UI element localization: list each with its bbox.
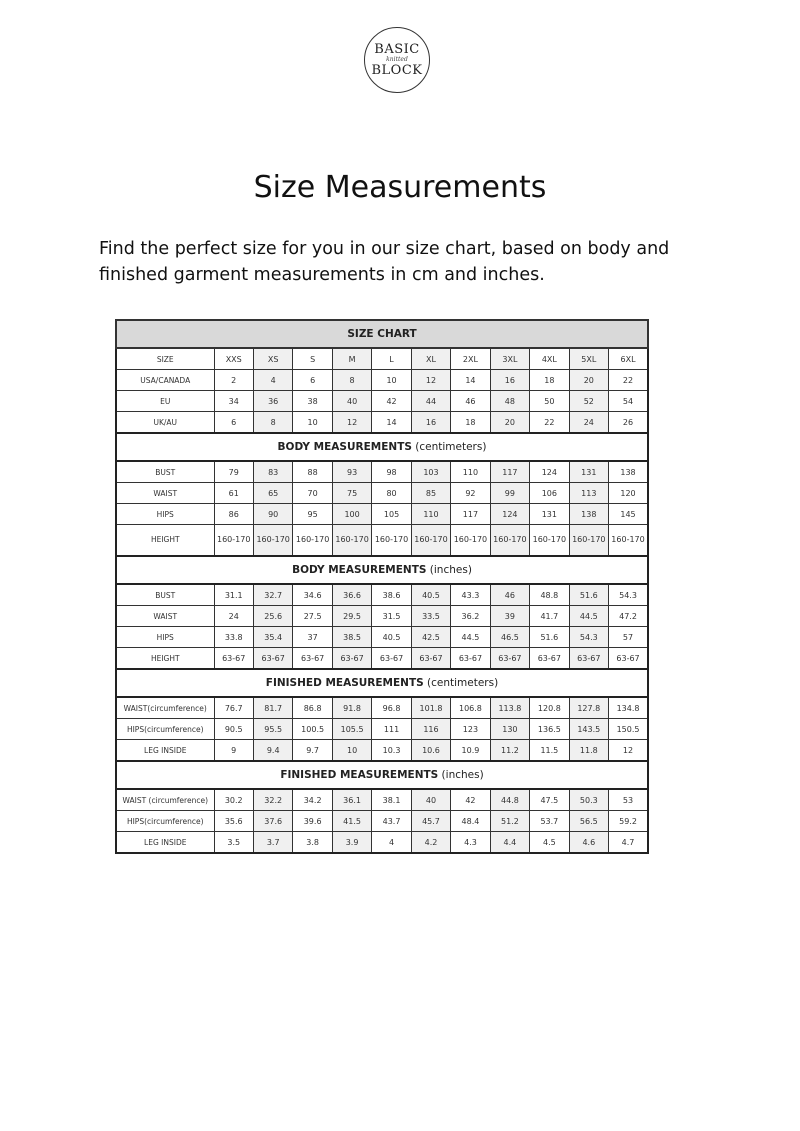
table-cell: 16: [490, 370, 529, 391]
body-cm-row: [116, 504, 648, 525]
table-cell: 43.3: [451, 584, 490, 606]
table-cell: 45.7: [411, 811, 450, 832]
table-cell: 9.7: [293, 740, 332, 762]
body-cm-section: [116, 433, 648, 461]
table-cell: 54.3: [609, 584, 648, 606]
table-cell: 41.5: [332, 811, 371, 832]
table-cell: 2: [214, 370, 253, 391]
table-cell: 10: [293, 412, 332, 434]
size-chart-table: [115, 319, 649, 854]
row-label: WAIST (circumference): [116, 789, 214, 811]
table-cell: 51.6: [530, 627, 569, 648]
table-cell: 4.4: [490, 832, 529, 854]
table-cell: 88: [293, 461, 332, 483]
table-cell: 50: [530, 391, 569, 412]
row-label: BUST: [116, 461, 214, 483]
table-cell: 44.5: [569, 606, 608, 627]
table-cell: 36: [253, 391, 292, 412]
table-cell: 34.6: [293, 584, 332, 606]
table-cell: 90.5: [214, 719, 253, 740]
row-label: HEIGHT: [116, 525, 214, 557]
table-cell: 48.4: [451, 811, 490, 832]
table-cell: 53: [609, 789, 648, 811]
table-cell: 32.2: [253, 789, 292, 811]
table-cell: 90: [253, 504, 292, 525]
table-cell: 41.7: [530, 606, 569, 627]
logo-line-1: BASIC: [374, 42, 420, 57]
table-cell: 116: [411, 719, 450, 740]
table-cell: 44.8: [490, 789, 529, 811]
table-cell: 42.5: [411, 627, 450, 648]
table-cell: 131: [530, 504, 569, 525]
table-cell: 9: [214, 740, 253, 762]
table-cell: 22: [609, 370, 648, 391]
table-cell: 160-170: [490, 525, 529, 557]
table-cell: 63-67: [530, 648, 569, 670]
finished-in-section-heading: [116, 761, 648, 789]
table-cell: 34: [214, 391, 253, 412]
table-cell: 12: [609, 740, 648, 762]
finished-cm-section-title: FINISHED MEASUREMENTS: [265, 677, 424, 689]
table-cell: 42: [451, 789, 490, 811]
finished-in-section-unit: (inches): [438, 769, 484, 781]
table-cell: 20: [490, 412, 529, 434]
table-cell: 160-170: [372, 525, 411, 557]
table-cell: 160-170: [253, 525, 292, 557]
table-cell: 10: [372, 370, 411, 391]
table-cell: 160-170: [530, 525, 569, 557]
size-chart-title: [116, 320, 648, 348]
page-title: Size Measurements: [253, 170, 547, 206]
table-cell: XXS: [214, 348, 253, 370]
table-cell: 11.5: [530, 740, 569, 762]
table-cell: 103: [411, 461, 450, 483]
finished-in-row: [116, 789, 648, 811]
table-cell: L: [372, 348, 411, 370]
table-cell: 120.8: [530, 697, 569, 719]
table-cell: 32.7: [253, 584, 292, 606]
body-cm-section-heading: [116, 433, 648, 461]
table-cell: 6: [214, 412, 253, 434]
body-in-row: [116, 627, 648, 648]
table-cell: 86.8: [293, 697, 332, 719]
table-cell: 31.5: [372, 606, 411, 627]
table-cell: 53.7: [530, 811, 569, 832]
body-in-section-title: BODY MEASUREMENTS: [292, 564, 427, 576]
table-cell: M: [332, 348, 371, 370]
table-cell: 160-170: [609, 525, 648, 557]
table-cell: 33.8: [214, 627, 253, 648]
table-cell: 33.5: [411, 606, 450, 627]
table-cell: 2XL: [451, 348, 490, 370]
table-cell: 46: [490, 584, 529, 606]
table-cell: 4: [372, 832, 411, 854]
body-in-section-heading: [116, 556, 648, 584]
finished-cm-section: [116, 669, 648, 697]
table-cell: 95.5: [253, 719, 292, 740]
table-cell: 93: [332, 461, 371, 483]
table-cell: 96.8: [372, 697, 411, 719]
finished-in-section-title: FINISHED MEASUREMENTS: [280, 769, 439, 781]
table-cell: 3XL: [490, 348, 529, 370]
table-cell: 61: [214, 483, 253, 504]
table-cell: 95: [293, 504, 332, 525]
table-cell: 22: [530, 412, 569, 434]
brand-logo: [364, 27, 430, 93]
table-cell: 8: [253, 412, 292, 434]
size-header-row: [116, 348, 648, 370]
row-label: SIZE: [116, 348, 214, 370]
table-cell: 36.1: [332, 789, 371, 811]
table-cell: 6: [293, 370, 332, 391]
table-cell: 106.8: [451, 697, 490, 719]
body-cm-row: [116, 483, 648, 504]
size-chart-title-cell: SIZE CHART: [116, 320, 648, 348]
table-cell: 160-170: [569, 525, 608, 557]
table-cell: 86: [214, 504, 253, 525]
table-cell: 160-170: [293, 525, 332, 557]
row-label: UK/AU: [116, 412, 214, 434]
table-cell: 48: [490, 391, 529, 412]
row-label: HEIGHT: [116, 648, 214, 670]
table-cell: 99: [490, 483, 529, 504]
table-cell: 124: [530, 461, 569, 483]
table-cell: 160-170: [332, 525, 371, 557]
table-cell: 24: [214, 606, 253, 627]
table-cell: 51.6: [569, 584, 608, 606]
table-cell: 4.5: [530, 832, 569, 854]
table-cell: 11.2: [490, 740, 529, 762]
finished-cm-section-unit: (centimeters): [423, 677, 499, 689]
table-cell: 48.8: [530, 584, 569, 606]
table-cell: 160-170: [214, 525, 253, 557]
table-cell: 75: [332, 483, 371, 504]
body-in-section-unit: (inches): [426, 564, 472, 576]
table-cell: 40: [411, 789, 450, 811]
table-cell: XS: [253, 348, 292, 370]
table-cell: 145: [609, 504, 648, 525]
table-cell: 110: [411, 504, 450, 525]
table-cell: 117: [490, 461, 529, 483]
table-cell: 6XL: [609, 348, 648, 370]
table-cell: 54: [609, 391, 648, 412]
table-cell: 127.8: [569, 697, 608, 719]
row-label: HIPS(circumference): [116, 719, 214, 740]
table-cell: 57: [609, 627, 648, 648]
table-cell: 63-67: [372, 648, 411, 670]
table-cell: 47.2: [609, 606, 648, 627]
table-cell: 70: [293, 483, 332, 504]
table-cell: 37: [293, 627, 332, 648]
table-cell: 20: [569, 370, 608, 391]
body-cm-section-unit: (centimeters): [411, 441, 487, 453]
table-cell: 83: [253, 461, 292, 483]
table-cell: 38.5: [332, 627, 371, 648]
body-cm-section-title: BODY MEASUREMENTS: [277, 441, 412, 453]
table-cell: 38: [293, 391, 332, 412]
table-cell: 35.4: [253, 627, 292, 648]
table-cell: 76.7: [214, 697, 253, 719]
table-cell: 63-67: [490, 648, 529, 670]
body-in-section: [116, 556, 648, 584]
table-cell: 10.6: [411, 740, 450, 762]
table-cell: 11.8: [569, 740, 608, 762]
table-cell: 105: [372, 504, 411, 525]
row-label: LEG INSIDE: [116, 832, 214, 854]
table-cell: 12: [411, 370, 450, 391]
table-cell: 12: [332, 412, 371, 434]
body-in-row: [116, 584, 648, 606]
table-cell: 4.6: [569, 832, 608, 854]
table-cell: 25.6: [253, 606, 292, 627]
table-cell: 30.2: [214, 789, 253, 811]
table-cell: 44.5: [451, 627, 490, 648]
table-cell: 3.9: [332, 832, 371, 854]
table-cell: 40.5: [411, 584, 450, 606]
table-cell: 39: [490, 606, 529, 627]
table-cell: 46.5: [490, 627, 529, 648]
table-cell: 24: [569, 412, 608, 434]
table-cell: 47.5: [530, 789, 569, 811]
table-cell: 14: [372, 412, 411, 434]
row-label: WAIST: [116, 606, 214, 627]
table-cell: 4.2: [411, 832, 450, 854]
table-cell: 138: [609, 461, 648, 483]
table-cell: 63-67: [214, 648, 253, 670]
table-cell: 27.5: [293, 606, 332, 627]
table-cell: 18: [530, 370, 569, 391]
row-label: USA/CANADA: [116, 370, 214, 391]
table-cell: 80: [372, 483, 411, 504]
row-label: WAIST: [116, 483, 214, 504]
row-label: HIPS: [116, 504, 214, 525]
table-cell: 26: [609, 412, 648, 434]
table-cell: 4.3: [451, 832, 490, 854]
table-cell: 29.5: [332, 606, 371, 627]
table-cell: 34.2: [293, 789, 332, 811]
table-cell: 63-67: [293, 648, 332, 670]
table-cell: 10: [332, 740, 371, 762]
row-label: WAIST(circumference): [116, 697, 214, 719]
table-cell: 131: [569, 461, 608, 483]
body-in-row: [116, 606, 648, 627]
table-cell: 10.9: [451, 740, 490, 762]
table-cell: 3.7: [253, 832, 292, 854]
table-cell: 52: [569, 391, 608, 412]
table-cell: 56.5: [569, 811, 608, 832]
row-label: LEG INSIDE: [116, 740, 214, 762]
table-cell: 4: [253, 370, 292, 391]
table-cell: 40.5: [372, 627, 411, 648]
table-cell: 101.8: [411, 697, 450, 719]
table-cell: 50.3: [569, 789, 608, 811]
finished-cm-section-heading: [116, 669, 648, 697]
table-cell: 79: [214, 461, 253, 483]
table-cell: S: [293, 348, 332, 370]
table-cell: 3.5: [214, 832, 253, 854]
table-cell: 124: [490, 504, 529, 525]
finished-in-row: [116, 811, 648, 832]
table-cell: 14: [451, 370, 490, 391]
table-cell: 38.1: [372, 789, 411, 811]
table-cell: 105.5: [332, 719, 371, 740]
table-cell: 63-67: [609, 648, 648, 670]
table-cell: 110: [451, 461, 490, 483]
table-cell: 54.3: [569, 627, 608, 648]
table-cell: 36.6: [332, 584, 371, 606]
table-cell: 65: [253, 483, 292, 504]
logo-script: knitted: [386, 56, 408, 63]
table-cell: 85: [411, 483, 450, 504]
table-cell: 92: [451, 483, 490, 504]
body-cm-row: [116, 525, 648, 557]
finished-cm-row: [116, 719, 648, 740]
body-in-row: [116, 648, 648, 670]
table-cell: 134.8: [609, 697, 648, 719]
table-cell: 40: [332, 391, 371, 412]
region-row: [116, 391, 648, 412]
table-cell: 117: [451, 504, 490, 525]
region-row: [116, 412, 648, 434]
finished-cm-row: [116, 740, 648, 762]
table-cell: 4XL: [530, 348, 569, 370]
table-cell: 100.5: [293, 719, 332, 740]
table-cell: 37.6: [253, 811, 292, 832]
table-cell: 5XL: [569, 348, 608, 370]
table-cell: 136.5: [530, 719, 569, 740]
table-cell: 9.4: [253, 740, 292, 762]
table-cell: 160-170: [451, 525, 490, 557]
table-cell: 63-67: [411, 648, 450, 670]
table-cell: 42: [372, 391, 411, 412]
logo-line-2: BLOCK: [371, 63, 423, 78]
table-cell: 51.2: [490, 811, 529, 832]
table-cell: 111: [372, 719, 411, 740]
table-cell: 150.5: [609, 719, 648, 740]
table-cell: 18: [451, 412, 490, 434]
row-label: HIPS(circumference): [116, 811, 214, 832]
table-cell: 31.1: [214, 584, 253, 606]
table-cell: 130: [490, 719, 529, 740]
table-cell: 91.8: [332, 697, 371, 719]
table-cell: 113.8: [490, 697, 529, 719]
table-cell: 138: [569, 504, 608, 525]
table-cell: 36.2: [451, 606, 490, 627]
table-cell: 160-170: [411, 525, 450, 557]
finished-in-row: [116, 832, 648, 854]
table-cell: 8: [332, 370, 371, 391]
table-cell: 63-67: [569, 648, 608, 670]
table-cell: 123: [451, 719, 490, 740]
table-cell: 120: [609, 483, 648, 504]
table-cell: 35.6: [214, 811, 253, 832]
table-cell: 100: [332, 504, 371, 525]
table-cell: 46: [451, 391, 490, 412]
table-cell: 98: [372, 461, 411, 483]
body-cm-row: [116, 461, 648, 483]
table-cell: 38.6: [372, 584, 411, 606]
table-cell: 63-67: [253, 648, 292, 670]
table-cell: 59.2: [609, 811, 648, 832]
region-row: [116, 370, 648, 391]
table-cell: 106: [530, 483, 569, 504]
row-label: BUST: [116, 584, 214, 606]
table-cell: 3.8: [293, 832, 332, 854]
table-cell: 10.3: [372, 740, 411, 762]
table-cell: XL: [411, 348, 450, 370]
finished-in-section: [116, 761, 648, 789]
table-cell: 43.7: [372, 811, 411, 832]
row-label: EU: [116, 391, 214, 412]
table-cell: 63-67: [451, 648, 490, 670]
table-cell: 63-67: [332, 648, 371, 670]
table-cell: 39.6: [293, 811, 332, 832]
table-cell: 16: [411, 412, 450, 434]
table-cell: 44: [411, 391, 450, 412]
finished-cm-row: [116, 697, 648, 719]
row-label: HIPS: [116, 627, 214, 648]
intro-text: Find the perfect size for you in our size chart, based on body and finished garment measurements in cm and inches.: [99, 238, 670, 285]
table-cell: 143.5: [569, 719, 608, 740]
table-cell: 81.7: [253, 697, 292, 719]
table-cell: 113: [569, 483, 608, 504]
table-cell: 4.7: [609, 832, 648, 854]
